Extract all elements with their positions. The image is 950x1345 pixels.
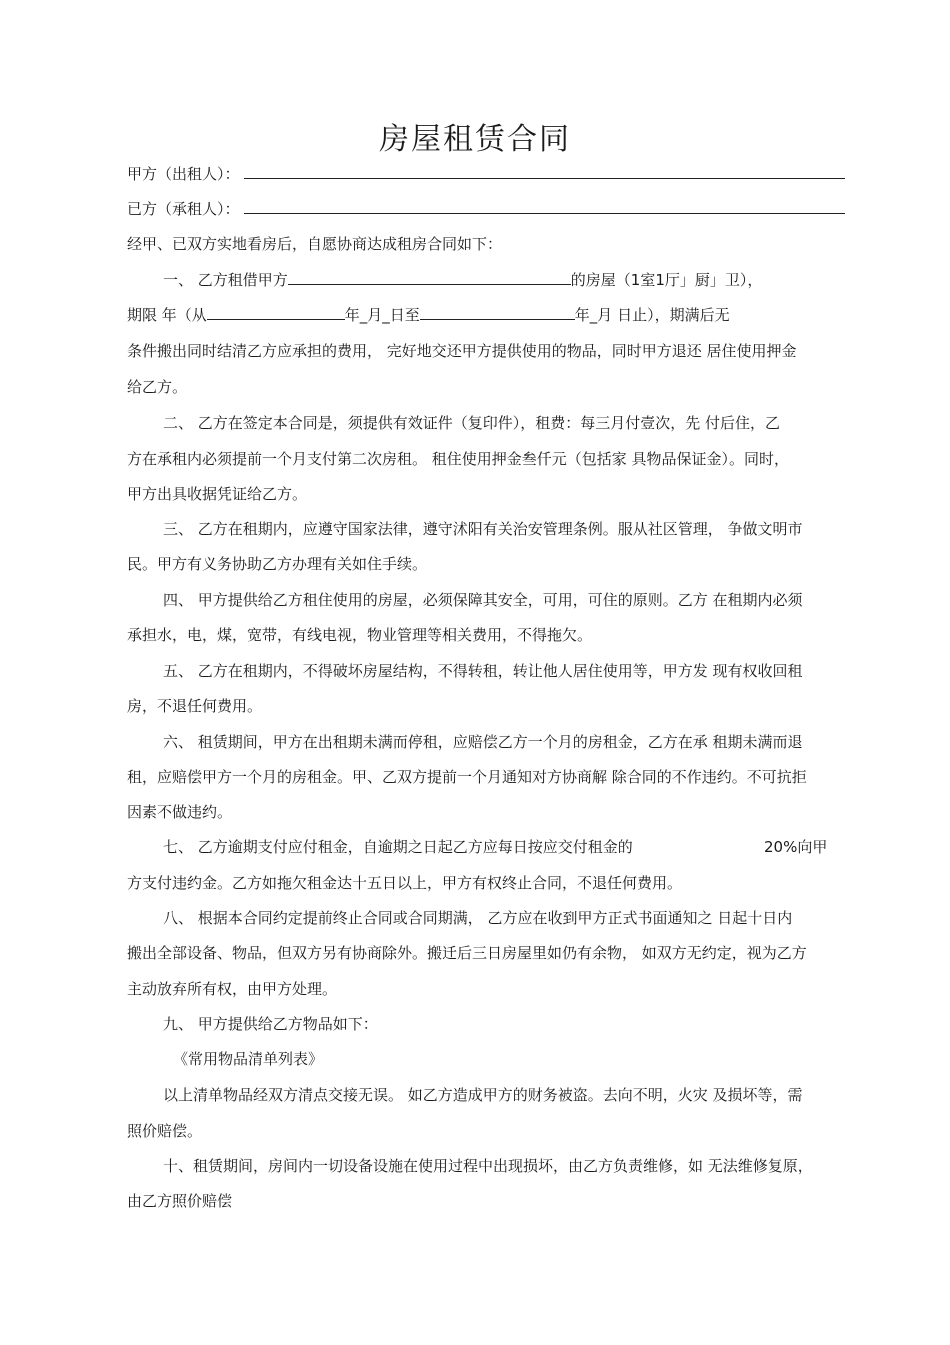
party-a-blank bbox=[244, 164, 845, 179]
clause-9-line-3: 照价赔偿。 bbox=[127, 1122, 203, 1140]
clause-1-line-2 bbox=[127, 305, 730, 325]
clause-2-line-3: 甲方出具收据凭证给乙方。 bbox=[127, 485, 308, 503]
clause-6-line-3: 因素不做违约。 bbox=[127, 803, 233, 821]
clause-1-term-b: 年_月_日至 bbox=[344, 306, 420, 324]
clause-1-text-a: 一、 乙方租借甲方 bbox=[163, 271, 288, 289]
clause-2-line-2: 方在承租内必须提前一个月支付第二次房租。 租住使用押金叁仟元（包括家 具物品保证金）。同时， bbox=[127, 450, 790, 468]
clause-6-line-2: 租，应赔偿甲方一个月的房租金。甲、乙双方提前一个月通知对方协商解 除合同的不作违约。不可抗拒 bbox=[127, 768, 807, 786]
clause-10-line-2: 由乙方照价赔偿 bbox=[127, 1192, 233, 1210]
clause-1-end-blank bbox=[420, 305, 575, 320]
clause-10-line-1: 十、租赁期间，房间内一切设备设施在使用过程中出现损坏，由乙方负责维修，如 无法维修复原， bbox=[163, 1157, 813, 1175]
document-title: 房屋租赁合同 bbox=[379, 122, 571, 157]
clause-7-line-1-b: 20%向甲 bbox=[764, 838, 828, 856]
clause-2-line-1: 二、 乙方在签定本合同是，须提供有效证件（复印件），租费：每三月付壹次，先 付后住，乙 bbox=[163, 414, 781, 432]
clause-5-line-1: 五、 乙方在租期内，不得破坏房屋结构，不得转租，转让他人居住使用等，甲方发 现有权收回租 bbox=[163, 662, 803, 680]
clause-1-location-blank bbox=[288, 270, 571, 285]
clause-1-line-3: 条件搬出同时结清乙方应承担的费用， 完好地交还甲方提供使用的物品，同时甲方退还 居住使用押金 bbox=[127, 342, 797, 360]
clause-6-line-1: 六、 租赁期间，甲方在出租期未满而停租，应赔偿乙方一个月的房租金，乙方在承 租期未满而退 bbox=[163, 733, 803, 751]
party-b-label: 已方（承租人）： bbox=[127, 200, 240, 218]
clause-8-line-1: 八、 根据本合同约定提前终止合同或合同期满， 乙方应在收到甲方正式书面通知之 日起十日内 bbox=[163, 909, 793, 927]
clause-1-term-c: 年_月 日止），期满后无 bbox=[574, 306, 730, 324]
item-list-title: 《常用物品清单列表》 bbox=[173, 1050, 324, 1068]
clause-8-line-2: 搬出全部设备、物品，但双方另有协商除外。搬迁后三日房屋里如仍有余物， 如双方无约定，视为乙方 bbox=[127, 944, 807, 962]
clause-1-line-4: 给乙方。 bbox=[127, 378, 188, 396]
clause-4-line-1: 四、 甲方提供给乙方租住使用的房屋，必须保障其安全，可用，可住的原则。乙方 在租期内必须 bbox=[163, 591, 803, 609]
party-b-blank bbox=[244, 199, 845, 214]
clause-5-line-2: 房，不退任何费用。 bbox=[127, 697, 263, 715]
clause-9-line-2: 以上清单物品经双方清点交接无误。 如乙方造成甲方的财务被盗。去向不明，火灾 及损坏等，需 bbox=[163, 1086, 803, 1104]
intro-text: 经甲、已双方实地看房后，自愿协商达成租房合同如下： bbox=[127, 235, 503, 253]
clause-8-line-3: 主动放弃所有权，由甲方处理。 bbox=[127, 980, 338, 998]
clause-3-line-2: 民。甲方有义务协助乙方办理有关如住手续。 bbox=[127, 555, 428, 573]
clause-7-line-1-a: 七、 乙方逾期支付应付租金，自逾期之日起乙方应每日按应交付租金的 bbox=[163, 838, 633, 856]
clause-1-start-blank bbox=[207, 305, 345, 320]
clause-4-line-2: 承担水，电，煤，宽带，有线电视，物业管理等相关费用，不得拖欠。 bbox=[127, 626, 593, 644]
clause-1-term-a: 期限 年（从 bbox=[127, 306, 207, 324]
clause-1-text-b: 的房屋（1室1厅」厨」卫）， bbox=[570, 271, 763, 289]
party-a-row bbox=[127, 164, 845, 184]
party-b-row bbox=[127, 199, 845, 219]
clause-9-line-1: 九、 甲方提供给乙方物品如下： bbox=[163, 1015, 378, 1033]
clause-3-line-1: 三、 乙方在租期内，应遵守国家法律，遵守沭阳有关治安管理条例。服从社区管理， 争做文明市 bbox=[163, 520, 803, 538]
party-a-label: 甲方（出租人）： bbox=[127, 165, 240, 183]
clause-7-line-2: 方支付违约金。乙方如拖欠租金达十五日以上，甲方有权终止合同，不退任何费用。 bbox=[127, 874, 683, 892]
clause-1-line-1 bbox=[163, 270, 762, 290]
